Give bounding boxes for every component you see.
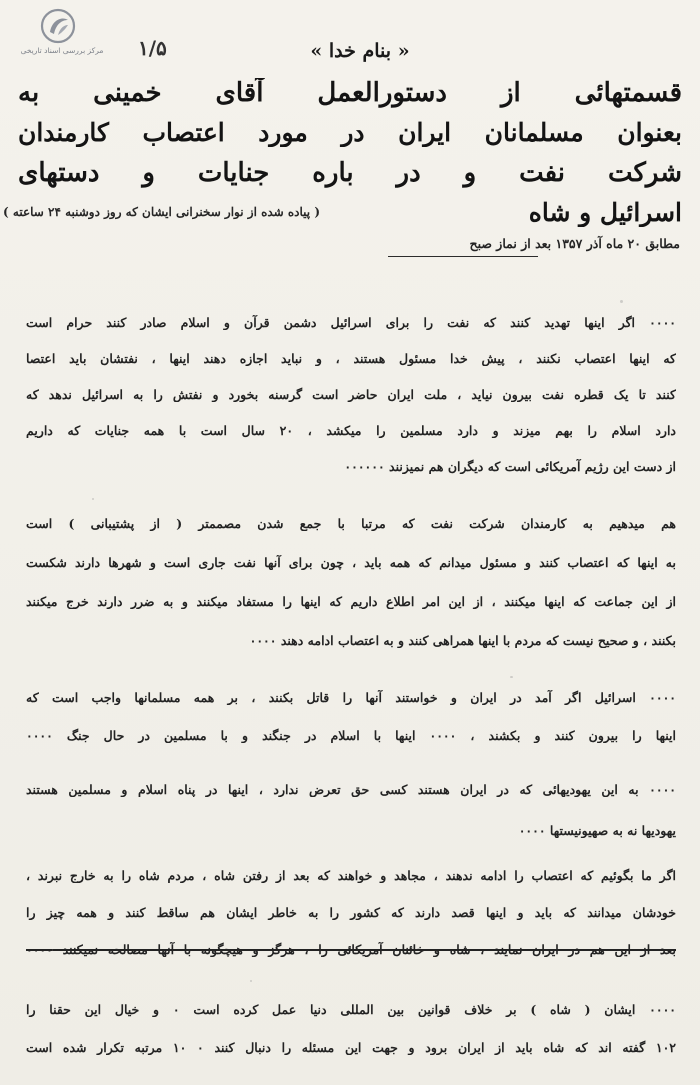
headline-word-shah: شاه [528, 198, 571, 227]
paragraph-5-line-2: خودشان میدانند که باید و اینها قصد دارند که کشور را به خاطر ایشان هم ساقط کنند و همه چیز را [26, 905, 676, 920]
paragraph-2-line-2: به اینها که اعتصاب کنند و مسئول میدانم که همه باید ، چون برای آنها نفت جاری است و شهرها دارند شکست [26, 555, 676, 570]
date-line: مطابق ۲۰ ماه آذر ۱۳۵۷ بعد از نماز صبح [469, 236, 680, 251]
paper-speck [510, 676, 513, 678]
paragraph-5-line-1: اگر ما بگوئیم که اعتصاب را ادامه ندهند ، مجاهد و خواهند که بعد از رفتن شاه ، مردم شاه را به خارج نبرند ، [26, 868, 676, 883]
paragraph-6-line-1: ۰۰۰۰ ایشان ( شاه ) بر خلاف قوانین بین المللی دنیا عمل کرده است ۰ و خیال این حقنا را [26, 1002, 676, 1017]
paragraph-4-line-1: ۰۰۰۰ به این یهودیهائی که در ایران هستند کسی حق تعرض ندارد ، اینها در پناه اسلام و مسلمین هستند [26, 782, 676, 797]
paragraph-5-line-3: بعد از این هم در ایران نمایند ، شاه و خائنان آمریکائی را ، هرگز و هیچگونه با آنها مصالحه نمیکنند ۰۰۰۰ [26, 942, 676, 957]
invocation-heading: « بنام خدا » [310, 40, 410, 62]
headline-word-israel: اسرائیل [599, 198, 682, 227]
paper-speck [92, 498, 94, 500]
headline-line-3: شرکت نفت و در باره جنایات و دستهای [18, 158, 682, 188]
paragraph-1-line-5: از دست این رژیم آمریکائی است که دیگران هم نمیزنند ۰۰۰۰۰۰ [344, 459, 676, 474]
paper-speck [620, 300, 623, 303]
paragraph-2-line-1: هم میدهیم به کارمندان شرکت نفت که مرتبا با جمع شدن مصممتر ( از پشتیبانی ) است [26, 516, 676, 531]
paragraph-1-line-1: ۰۰۰۰ اگر اینها تهدید کنند که نفت را برای اسرائیل دشمن قرآن و اسلام صادر کنند حرام است [26, 315, 676, 330]
paragraph-6-line-2: ۱۰۲ گفته اند که شاه باید از ایران برود و جهت این مسئله را دنبال کنند ۰ ۱۰ مرتبه تکرار شده است [26, 1040, 676, 1055]
paper-speck [250, 980, 252, 982]
paragraph-4-line-2: یهودیها نه به صهیونیستها ۰۰۰۰ [518, 823, 676, 838]
paragraph-1-line-2: که اینها اعتصاب نکنند ، پیش خدا مسئول هستند ، و نباید اجازه دهند اینها ، نفتشان باید اعتصا [26, 351, 676, 366]
archive-logo-icon [40, 8, 76, 44]
headline-line-4: اسرائیل و شاه [528, 198, 682, 227]
paragraph-1-line-3: کنند تا یک قطره نفت بیرون نیاید ، ملت ایران حاضر است گرسنه بخورد و نفتش را به اسرائیل ندهد که [26, 387, 676, 402]
paragraph-3-line-1: ۰۰۰۰ اسرائیل اگر آمد در ایران و خواستند آنها را قاتل بکنند ، بر همه مسلمانها واجب است که [26, 690, 676, 705]
page-number: ۱/۵ [138, 36, 167, 60]
watermark-text: مرکز بررسی اسناد تاریخی [20, 46, 104, 55]
paragraph-1-line-4: دارد اسلام را بهم میزند و دارد مسلمین را میکشد ، ۲۰ سال است با همه جنایات که داریم [26, 423, 676, 438]
watermark [12, 8, 102, 60]
date-underline [388, 256, 538, 257]
source-note: ( پیاده شده از نوار سخنرانی ایشان که روز دوشنبه ۲۴ ساعته ) [3, 205, 320, 219]
headline-line-1: قسمتهائی از دستورالعمل آقای خمینی به [18, 78, 682, 108]
headline-line-2: بعنوان مسلمانان ایران در مورد اعتصاب کارمندان [18, 118, 682, 147]
paragraph-2-line-3: از این جماعت که اینها میکنند ، از این امر اطلاع داریم که اینها را مستفاد میکنند و به ضرر دارند خرج میکنند [26, 594, 676, 609]
paragraph-2-line-4: بکنند ، و صحیح نیست که مردم با اینها همراهی کنند و به اعتصاب ادامه دهند ۰۰۰۰ [249, 633, 676, 648]
paragraph-3-line-2: اینها را بیرون کنند و بکشند ، ۰۰۰۰ اینها با اسلام در جنگند و با مسلمین در حال جنگ ۰۰۰۰ [26, 728, 676, 743]
